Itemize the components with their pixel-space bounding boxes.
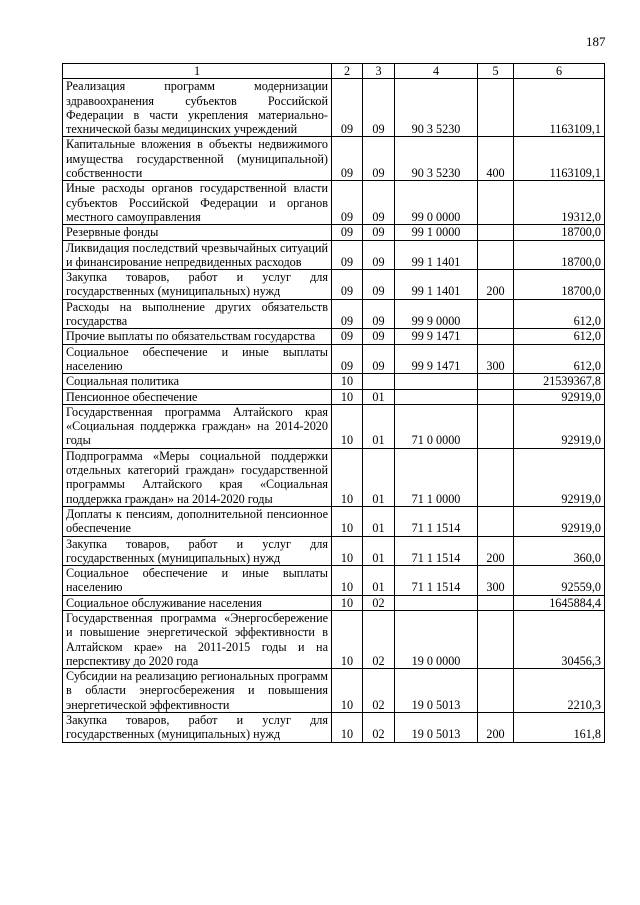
table-row — [63, 610, 605, 668]
section-code-cell: 10 — [332, 448, 363, 506]
target-article-cell: 99 9 0000 — [395, 299, 478, 329]
expense-type-cell: 200 — [478, 270, 514, 300]
expense-type-cell: 300 — [478, 344, 514, 374]
header-cell: 5 — [478, 64, 514, 79]
row-name-cell: Пенсионное обеспечение — [63, 389, 332, 404]
header-cell: 3 — [363, 64, 395, 79]
section-code-cell: 09 — [332, 270, 363, 300]
subsection-code-cell: 09 — [363, 270, 395, 300]
subsection-code-cell: 01 — [363, 448, 395, 506]
table-row — [63, 536, 605, 566]
table-row — [63, 240, 605, 270]
target-article-cell: 71 1 1514 — [395, 536, 478, 566]
subsection-code-cell: 09 — [363, 240, 395, 270]
section-code-cell: 09 — [332, 225, 363, 240]
expense-type-cell — [478, 240, 514, 270]
amount-cell: 92559,0 — [514, 566, 605, 596]
expense-type-cell — [478, 595, 514, 610]
section-code-cell: 10 — [332, 610, 363, 668]
table-row — [63, 374, 605, 389]
expense-type-cell: 200 — [478, 536, 514, 566]
row-name-cell: Закупка товаров, работ и услуг для государственных (муниципальных) нужд — [63, 713, 332, 743]
amount-cell: 18700,0 — [514, 240, 605, 270]
expense-type-cell — [478, 506, 514, 536]
subsection-code-cell: 02 — [363, 595, 395, 610]
table-row — [63, 389, 605, 404]
row-name-cell: Государственная программа «Энергосбережение и повышение энергетической эффективности в Алтайском крае» на 2011-2015 годы и на перспективу до 2020 года — [63, 610, 332, 668]
table-body — [63, 79, 605, 742]
section-code-cell: 10 — [332, 506, 363, 536]
budget-table — [62, 63, 605, 743]
section-code-cell: 10 — [332, 536, 363, 566]
target-article-cell: 99 1 1401 — [395, 240, 478, 270]
target-article-cell: 71 1 1514 — [395, 506, 478, 536]
row-name-cell: Иные расходы органов государственной власти субъектов Российской Федерации и органов местного самоуправления — [63, 181, 332, 225]
expense-type-cell — [478, 79, 514, 137]
table-row — [63, 669, 605, 713]
row-name-cell: Закупка товаров, работ и услуг для государственных (муниципальных) нужд — [63, 270, 332, 300]
expense-type-cell — [478, 389, 514, 404]
table-row — [63, 344, 605, 374]
target-article-cell: 71 1 1514 — [395, 566, 478, 596]
section-code-cell: 10 — [332, 404, 363, 448]
expense-type-cell — [478, 448, 514, 506]
target-article-cell: 99 0 0000 — [395, 181, 478, 225]
row-name-cell: Социальное обслуживание населения — [63, 595, 332, 610]
expense-type-cell — [478, 225, 514, 240]
table-row — [63, 404, 605, 448]
table-row — [63, 566, 605, 596]
subsection-code-cell: 09 — [363, 225, 395, 240]
table-row — [63, 299, 605, 329]
amount-cell: 1645884,4 — [514, 595, 605, 610]
subsection-code-cell: 02 — [363, 669, 395, 713]
table-row — [63, 79, 605, 137]
subsection-code-cell: 09 — [363, 79, 395, 137]
expense-type-cell — [478, 669, 514, 713]
page-number: 187 — [586, 34, 606, 49]
target-article-cell: 19 0 5013 — [395, 713, 478, 743]
amount-cell: 92919,0 — [514, 404, 605, 448]
row-name-cell: Прочие выплаты по обязательствам государства — [63, 329, 332, 344]
row-name-cell: Ликвидация последствий чрезвычайных ситуаций и финансирование непредвиденных расходов — [63, 240, 332, 270]
target-article-cell: 99 1 0000 — [395, 225, 478, 240]
row-name-cell: Реализация программ модернизации здравоохранения субъектов Российской Федерации в части укрепления материально-технической базы медицинских учреждений — [63, 79, 332, 137]
row-name-cell: Социальное обеспечение и иные выплаты населению — [63, 566, 332, 596]
subsection-code-cell: 01 — [363, 404, 395, 448]
section-code-cell: 10 — [332, 595, 363, 610]
amount-cell: 19312,0 — [514, 181, 605, 225]
row-name-cell: Государственная программа Алтайского края «Социальная поддержка граждан» на 2014-2020 годы — [63, 404, 332, 448]
expense-type-cell — [478, 181, 514, 225]
row-name-cell: Субсидии на реализацию региональных программ в области энергосбережения и повышения энергетической эффективности — [63, 669, 332, 713]
expense-type-cell: 300 — [478, 566, 514, 596]
table-row — [63, 506, 605, 536]
subsection-code-cell: 01 — [363, 389, 395, 404]
header-cell: 4 — [395, 64, 478, 79]
target-article-cell: 99 1 1401 — [395, 270, 478, 300]
row-name-cell: Социальное обеспечение и иные выплаты населению — [63, 344, 332, 374]
table-row — [63, 713, 605, 743]
table-row — [63, 595, 605, 610]
section-code-cell: 09 — [332, 181, 363, 225]
target-article-cell: 19 0 0000 — [395, 610, 478, 668]
target-article-cell: 71 1 0000 — [395, 448, 478, 506]
table-row — [63, 137, 605, 181]
target-article-cell: 19 0 5013 — [395, 669, 478, 713]
table-row — [63, 448, 605, 506]
amount-cell: 2210,3 — [514, 669, 605, 713]
subsection-code-cell: 09 — [363, 299, 395, 329]
expense-type-cell: 200 — [478, 713, 514, 743]
row-name-cell: Доплаты к пенсиям, дополнительной пенсионное обеспечение — [63, 506, 332, 536]
section-code-cell: 09 — [332, 79, 363, 137]
table-row — [63, 270, 605, 300]
row-name-cell: Расходы на выполнение других обязательств государства — [63, 299, 332, 329]
expense-type-cell — [478, 299, 514, 329]
table-row — [63, 181, 605, 225]
amount-cell: 612,0 — [514, 329, 605, 344]
target-article-cell: 90 3 5230 — [395, 79, 478, 137]
section-code-cell: 10 — [332, 389, 363, 404]
subsection-code-cell: 09 — [363, 329, 395, 344]
header-cell: 1 — [63, 64, 332, 79]
subsection-code-cell: 02 — [363, 610, 395, 668]
amount-cell: 18700,0 — [514, 270, 605, 300]
amount-cell: 1163109,1 — [514, 137, 605, 181]
row-name-cell: Закупка товаров, работ и услуг для государственных (муниципальных) нужд — [63, 536, 332, 566]
section-code-cell: 09 — [332, 344, 363, 374]
row-name-cell: Подпрограмма «Меры социальной поддержки отдельных категорий граждан» государственной программы Алтайского края «Социальная поддержка граждан» на 2014-2020 годы — [63, 448, 332, 506]
amount-cell: 92919,0 — [514, 506, 605, 536]
section-code-cell: 09 — [332, 299, 363, 329]
target-article-cell — [395, 374, 478, 389]
section-code-cell: 09 — [332, 240, 363, 270]
header-row — [63, 64, 605, 79]
subsection-code-cell: 09 — [363, 344, 395, 374]
amount-cell: 92919,0 — [514, 389, 605, 404]
expense-type-cell — [478, 329, 514, 344]
expense-type-cell — [478, 374, 514, 389]
expense-type-cell — [478, 404, 514, 448]
amount-cell: 612,0 — [514, 344, 605, 374]
amount-cell: 161,8 — [514, 713, 605, 743]
subsection-code-cell: 02 — [363, 713, 395, 743]
row-name-cell: Резервные фонды — [63, 225, 332, 240]
target-article-cell — [395, 389, 478, 404]
target-article-cell: 99 9 1471 — [395, 344, 478, 374]
expense-type-cell: 400 — [478, 137, 514, 181]
subsection-code-cell: 09 — [363, 181, 395, 225]
subsection-code-cell: 01 — [363, 566, 395, 596]
table-row — [63, 225, 605, 240]
target-article-cell: 99 9 1471 — [395, 329, 478, 344]
expense-type-cell — [478, 610, 514, 668]
amount-cell: 18700,0 — [514, 225, 605, 240]
row-name-cell: Капитальные вложения в объекты недвижимого имущества государственной (муниципальной) собственности — [63, 137, 332, 181]
subsection-code-cell: 09 — [363, 137, 395, 181]
amount-cell: 30456,3 — [514, 610, 605, 668]
section-code-cell: 10 — [332, 566, 363, 596]
row-name-cell: Социальная политика — [63, 374, 332, 389]
target-article-cell: 90 3 5230 — [395, 137, 478, 181]
section-code-cell: 10 — [332, 669, 363, 713]
amount-cell: 21539367,8 — [514, 374, 605, 389]
amount-cell: 360,0 — [514, 536, 605, 566]
header-cell: 2 — [332, 64, 363, 79]
amount-cell: 612,0 — [514, 299, 605, 329]
subsection-code-cell: 01 — [363, 536, 395, 566]
section-code-cell: 09 — [332, 329, 363, 344]
target-article-cell: 71 0 0000 — [395, 404, 478, 448]
table-row — [63, 329, 605, 344]
section-code-cell: 09 — [332, 137, 363, 181]
target-article-cell — [395, 595, 478, 610]
subsection-code-cell: 01 — [363, 506, 395, 536]
subsection-code-cell — [363, 374, 395, 389]
section-code-cell: 10 — [332, 374, 363, 389]
section-code-cell: 10 — [332, 713, 363, 743]
amount-cell: 1163109,1 — [514, 79, 605, 137]
amount-cell: 92919,0 — [514, 448, 605, 506]
header-cell: 6 — [514, 64, 605, 79]
